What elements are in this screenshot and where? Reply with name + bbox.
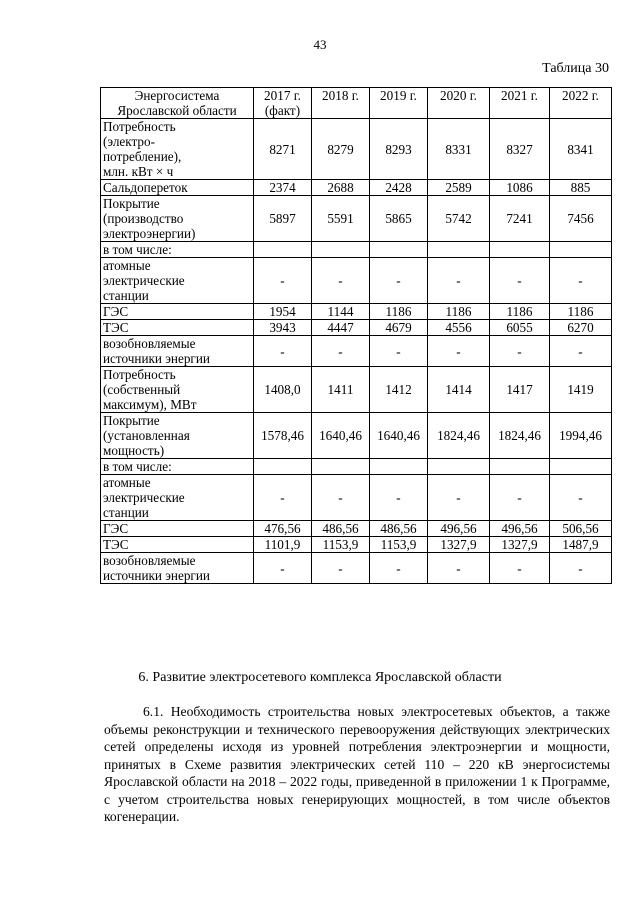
value-cell: 2589 bbox=[428, 180, 490, 196]
value-cell: - bbox=[428, 553, 490, 584]
value-cell: - bbox=[370, 258, 428, 304]
table-row bbox=[101, 119, 612, 180]
table-row bbox=[101, 537, 612, 553]
row-label-cell bbox=[101, 553, 254, 584]
value-cell: - bbox=[370, 553, 428, 584]
value-cell: - bbox=[490, 336, 550, 367]
value-cell: 5742 bbox=[428, 196, 490, 242]
value-cell: 1954 bbox=[254, 304, 312, 320]
value-cell: 486,56 bbox=[312, 521, 370, 537]
value-cell: 1327,9 bbox=[428, 537, 490, 553]
header-cell-year bbox=[254, 88, 312, 119]
header-cell-year bbox=[312, 88, 370, 119]
value-cell: - bbox=[550, 336, 612, 367]
table-body bbox=[101, 119, 612, 584]
value-cell: 4679 bbox=[370, 320, 428, 336]
value-cell: 7456 bbox=[550, 196, 612, 242]
value-cell: - bbox=[490, 258, 550, 304]
cell-line: электроэнергии) bbox=[103, 226, 196, 241]
value-cell: 5865 bbox=[370, 196, 428, 242]
cell-line: ТЭС bbox=[103, 320, 129, 335]
table-row bbox=[101, 336, 612, 367]
value-cell bbox=[550, 459, 612, 475]
table-row bbox=[101, 459, 612, 475]
header-cell-year bbox=[550, 88, 612, 119]
value-cell: - bbox=[370, 475, 428, 521]
cell-line: 2019 г. bbox=[380, 88, 417, 103]
cell-line: потребление), bbox=[103, 149, 182, 164]
value-cell: - bbox=[312, 553, 370, 584]
table-header-row bbox=[101, 88, 612, 119]
value-cell: 7241 bbox=[490, 196, 550, 242]
cell-line: Потребность bbox=[103, 119, 176, 134]
cell-line: станции bbox=[103, 288, 149, 303]
value-cell: 4556 bbox=[428, 320, 490, 336]
energy-balance-table bbox=[100, 87, 612, 584]
row-label-cell bbox=[101, 320, 254, 336]
value-cell: 2374 bbox=[254, 180, 312, 196]
value-cell: - bbox=[428, 475, 490, 521]
value-cell: - bbox=[254, 258, 312, 304]
value-cell: 4447 bbox=[312, 320, 370, 336]
body-paragraph: 6.1. Необходимость строительства новых электросетевых объектов, а также объемы реконструкции и технического перевооружения действующих электрических сетей определены исходя из уровней потребления электроэнергии и мощности, принятых в Схеме развития электрических сетей 110 – 220 кВ энергосистемы Ярославской области на 2018 – 2022 годы, приведенной в приложении 1 к Программе, с учетом строительства новых генерирующих мощностей, в том числе объектов когенерации. bbox=[104, 704, 610, 824]
value-cell: 1824,46 bbox=[428, 413, 490, 459]
cell-line: 2017 г. bbox=[264, 88, 301, 103]
value-cell: 1578,46 bbox=[254, 413, 312, 459]
table-row bbox=[101, 196, 612, 242]
row-label-cell bbox=[101, 475, 254, 521]
cell-line: источники энергии bbox=[103, 351, 210, 366]
value-cell bbox=[428, 459, 490, 475]
cell-line: 2021 г. bbox=[501, 88, 538, 103]
row-label-cell bbox=[101, 196, 254, 242]
value-cell: - bbox=[428, 336, 490, 367]
value-cell: 1086 bbox=[490, 180, 550, 196]
value-cell: 5591 bbox=[312, 196, 370, 242]
value-cell: - bbox=[550, 553, 612, 584]
value-cell bbox=[428, 242, 490, 258]
value-cell: - bbox=[428, 258, 490, 304]
value-cell: 496,56 bbox=[490, 521, 550, 537]
page-number: 43 bbox=[313, 37, 327, 52]
section-heading: 6. Развитие электросетевого комплекса Ярославской области bbox=[138, 670, 502, 685]
value-cell: 5897 bbox=[254, 196, 312, 242]
cell-line: Сальдопереток bbox=[103, 180, 188, 195]
table-row bbox=[101, 521, 612, 537]
row-label-cell bbox=[101, 119, 254, 180]
value-cell bbox=[490, 459, 550, 475]
cell-line: (электро- bbox=[103, 134, 155, 149]
cell-line: ГЭС bbox=[103, 521, 129, 536]
table-row bbox=[101, 413, 612, 459]
cell-line: (факт) bbox=[264, 103, 301, 118]
value-cell: - bbox=[312, 258, 370, 304]
value-cell: - bbox=[312, 475, 370, 521]
value-cell: 1411 bbox=[312, 367, 370, 413]
table-row bbox=[101, 553, 612, 584]
cell-line: 2018 г. bbox=[322, 88, 359, 103]
table-row bbox=[101, 475, 612, 521]
value-cell: - bbox=[550, 475, 612, 521]
value-cell: 1640,46 bbox=[370, 413, 428, 459]
row-label-cell bbox=[101, 336, 254, 367]
cell-line: Покрытие bbox=[103, 413, 160, 428]
value-cell: 1186 bbox=[370, 304, 428, 320]
row-label-cell bbox=[101, 367, 254, 413]
value-cell: 1186 bbox=[550, 304, 612, 320]
value-cell: 885 bbox=[550, 180, 612, 196]
value-cell: 1824,46 bbox=[490, 413, 550, 459]
row-label-cell bbox=[101, 413, 254, 459]
value-cell: - bbox=[312, 336, 370, 367]
header-cell-year bbox=[428, 88, 490, 119]
value-cell: 2688 bbox=[312, 180, 370, 196]
cell-line: (собственный bbox=[103, 382, 181, 397]
cell-line: (производство bbox=[103, 211, 184, 226]
value-cell: 1186 bbox=[490, 304, 550, 320]
cell-line: мощность) bbox=[103, 443, 165, 458]
value-cell: - bbox=[370, 336, 428, 367]
table-row bbox=[101, 258, 612, 304]
value-cell: 6270 bbox=[550, 320, 612, 336]
value-cell: 8279 bbox=[312, 119, 370, 180]
cell-line: возобновляемые bbox=[103, 336, 196, 351]
cell-line: электрические bbox=[103, 490, 185, 505]
value-cell bbox=[370, 242, 428, 258]
row-label-cell bbox=[101, 258, 254, 304]
value-cell: - bbox=[490, 553, 550, 584]
cell-line: максимум), МВт bbox=[103, 397, 197, 412]
row-label-cell bbox=[101, 459, 254, 475]
cell-line: Покрытие bbox=[103, 196, 160, 211]
cell-line: электрические bbox=[103, 273, 185, 288]
value-cell bbox=[312, 459, 370, 475]
value-cell bbox=[254, 459, 312, 475]
cell-line: 2022 г. bbox=[562, 88, 599, 103]
row-label-cell bbox=[101, 521, 254, 537]
header-cell-system bbox=[101, 88, 254, 119]
value-cell bbox=[490, 242, 550, 258]
value-cell bbox=[312, 242, 370, 258]
value-cell: - bbox=[490, 475, 550, 521]
row-label-cell bbox=[101, 180, 254, 196]
cell-line: (установленная bbox=[103, 428, 190, 443]
row-label-cell bbox=[101, 537, 254, 553]
table-row bbox=[101, 304, 612, 320]
value-cell: 6055 bbox=[490, 320, 550, 336]
value-cell: 1408,0 bbox=[254, 367, 312, 413]
cell-line: в том числе: bbox=[103, 242, 172, 257]
table-row bbox=[101, 242, 612, 258]
value-cell: - bbox=[254, 553, 312, 584]
value-cell: 8341 bbox=[550, 119, 612, 180]
value-cell bbox=[370, 459, 428, 475]
cell-line: ТЭС bbox=[103, 537, 129, 552]
value-cell: 506,56 bbox=[550, 521, 612, 537]
value-cell: - bbox=[550, 258, 612, 304]
value-cell: 476,56 bbox=[254, 521, 312, 537]
table-row bbox=[101, 180, 612, 196]
value-cell: 1186 bbox=[428, 304, 490, 320]
table-row bbox=[101, 320, 612, 336]
value-cell: 1153,9 bbox=[312, 537, 370, 553]
value-cell: 8293 bbox=[370, 119, 428, 180]
cell-line: атомные bbox=[103, 475, 151, 490]
value-cell: 1417 bbox=[490, 367, 550, 413]
value-cell: - bbox=[254, 475, 312, 521]
value-cell bbox=[254, 242, 312, 258]
header-cell-year bbox=[370, 88, 428, 119]
cell-line: атомные bbox=[103, 258, 151, 273]
value-cell: 1994,46 bbox=[550, 413, 612, 459]
value-cell: 496,56 bbox=[428, 521, 490, 537]
value-cell: - bbox=[254, 336, 312, 367]
header-cell-year bbox=[490, 88, 550, 119]
cell-line: станции bbox=[103, 505, 149, 520]
cell-line: источники энергии bbox=[103, 568, 210, 583]
table-row bbox=[101, 367, 612, 413]
value-cell: 1640,46 bbox=[312, 413, 370, 459]
value-cell: 1101,9 bbox=[254, 537, 312, 553]
value-cell: 1327,9 bbox=[490, 537, 550, 553]
table-caption: Таблица 30 bbox=[542, 61, 609, 76]
value-cell: 1419 bbox=[550, 367, 612, 413]
cell-line: 2020 г. bbox=[440, 88, 477, 103]
value-cell: 1414 bbox=[428, 367, 490, 413]
value-cell: 1412 bbox=[370, 367, 428, 413]
row-label-cell bbox=[101, 304, 254, 320]
row-label-cell bbox=[101, 242, 254, 258]
value-cell: 8331 bbox=[428, 119, 490, 180]
cell-line: возобновляемые bbox=[103, 553, 196, 568]
value-cell: 1487,9 bbox=[550, 537, 612, 553]
value-cell: 1144 bbox=[312, 304, 370, 320]
value-cell: 8327 bbox=[490, 119, 550, 180]
cell-line: Энергосистема bbox=[134, 88, 220, 103]
value-cell: 8271 bbox=[254, 119, 312, 180]
cell-line: млн. кВт × ч bbox=[103, 164, 174, 179]
cell-line: в том числе: bbox=[103, 459, 172, 474]
value-cell: 2428 bbox=[370, 180, 428, 196]
value-cell: 3943 bbox=[254, 320, 312, 336]
cell-line: Потребность bbox=[103, 367, 176, 382]
value-cell bbox=[550, 242, 612, 258]
cell-line: ГЭС bbox=[103, 304, 129, 319]
cell-line: Ярославской области bbox=[117, 103, 237, 118]
value-cell: 1153,9 bbox=[370, 537, 428, 553]
value-cell: 486,56 bbox=[370, 521, 428, 537]
